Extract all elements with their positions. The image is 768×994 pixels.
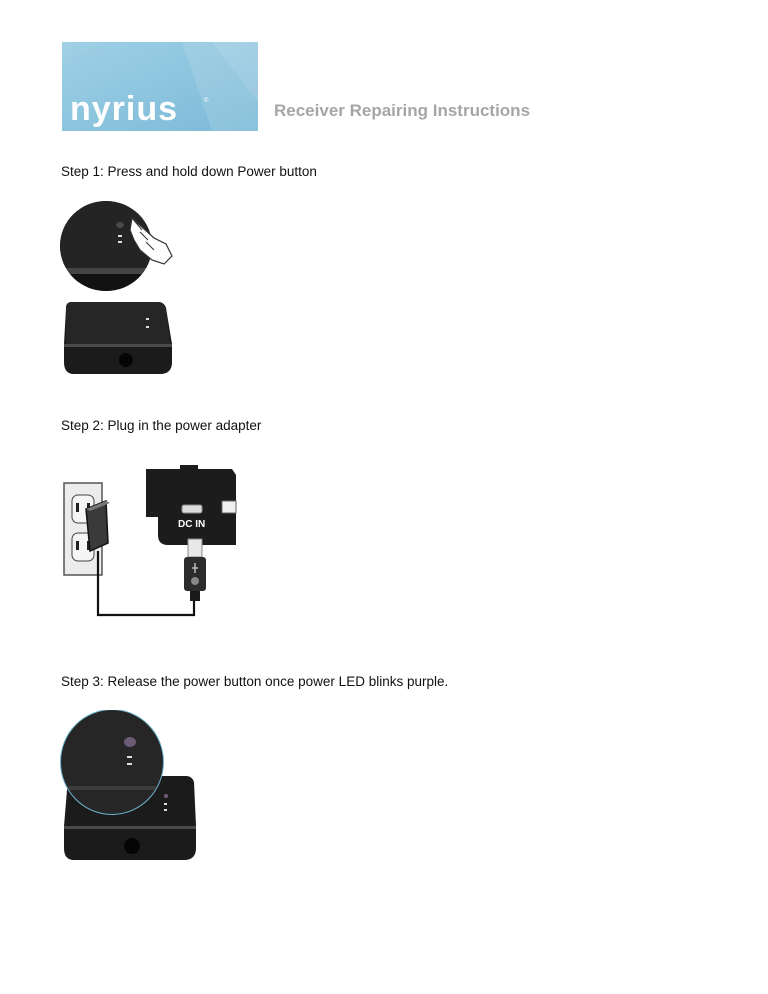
power-led-icon [124,737,136,747]
step-2-label: Step 2: Plug in the power adapter [61,418,262,433]
step-1-zoom-illustration [60,200,180,292]
step-3-label: Step 3: Release the power button once power LED blinks purple. [61,674,449,689]
svg-text:®: ® [204,98,209,104]
step-3-led-illustration [60,710,196,866]
document-title: Receiver Repairing Instructions [274,101,531,120]
step-1-device-illustration [60,300,175,378]
step-2-power-adapter-illustration [62,465,240,625]
nyrius-logo [62,42,258,131]
logo-wordmark: nyrius [70,90,179,128]
usb-plug-icon [184,539,206,601]
step-1-label: Step 1: Press and hold down Power button [61,164,317,179]
receiver-back-panel [146,465,236,545]
dc-in-port-label: DC IN [178,519,206,530]
